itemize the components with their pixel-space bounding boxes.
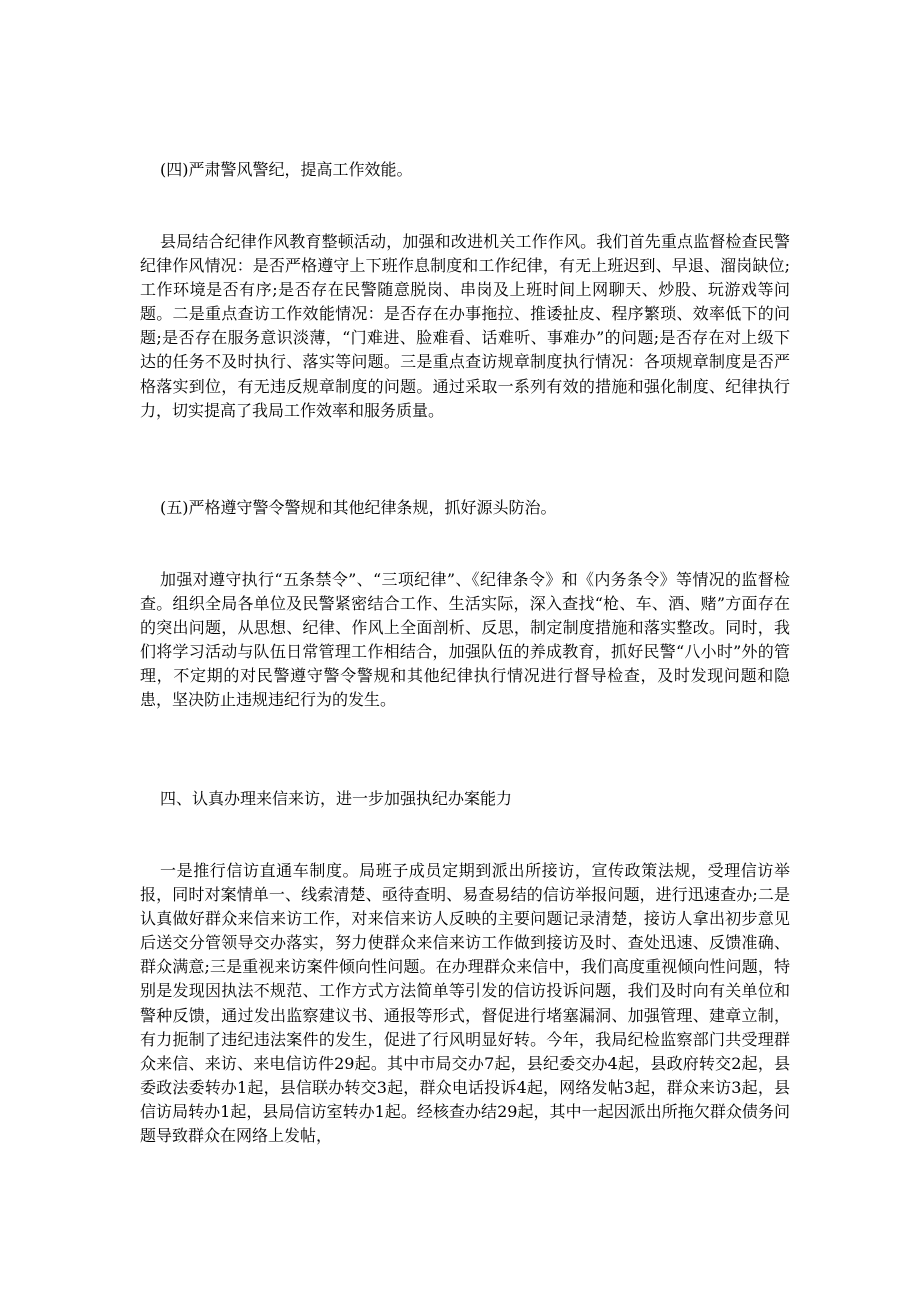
body-paragraph: 一是推行信访直通车制度。局班子成员定期到派出所接访，宣传政策法规，受理信访举报，同时对案情单一、线索清楚、亟待查明、易查易结的信访举报问题，进行迅速查办;二是认真做好群众来信来访工作，对来信来访人反映的主要问题记录清楚，接访人拿出初步意见后送交分管领导交办落实，努力使群众来信来访工作做到接访及时、查处迅速、反馈准确、群众满意;三是重视来访案件倾向性问题。在办理群众来信中，我们高度重视倾向性问题，特别是发现因执法不规范、工作方式方法简单等引发的信访投诉问题，我们及时向有关单位和警种反馈，通过发出监察建议书、通报等形式，督促进行堵塞漏洞、加强管理、建章立制，有力扼制了违纪违法案件的发生，促进了行风明显好转。今年，我局纪检监察部门共受理群众来信、来访、来电信访件29起。其中市局交办7起，县纪委交办4起，县政府转交2起，县委政法委转办1起，县信联办转交3起，群众电话投诉4起，网络发帖3起，群众来访3起，县信访局转办1起，县局信访室转办1起。经核查办结29起，其中一起因派出所拖欠群众债务问题导致群众在网络上发帖， [140,861,790,1146]
body-paragraph: 加强对遵守执行“五条禁令”、“三项纪律”、《纪律条令》和《内务条令》等情况的监督检查。组织全局各单位及民警紧密结合工作、生活实际，深入查找“枪、车、酒、赌”方面存在的突出问题，从思想、纪律、作风上全面剖析、反思，制定制度措施和落实整改。同时，我们将学习活动与队伍日常管理工作相结合，加强队伍的养成教育，抓好民警“八小时”外的管理，不定期的对民警遵守警令警规和其他纪律执行情况进行督导检查，及时发现问题和隐患，坚决防止违规违纪行为的发生。 [140,570,790,710]
section-heading-4-sub: (四)严肃警风警纪，提高工作效能。 [160,160,413,179]
body-paragraph: 县局结合纪律作风教育整顿活动，加强和改进机关工作作风。我们首先重点监督检查民警纪律作风情况：是否严格遵守上下班作息制度和工作纪律，有无上班迟到、早退、溜岗缺位;工作环境是否有序;是否存在民警随意脱岗、串岗及上班时间上网聊天、炒股、玩游戏等问题。二是重点查访工作效能情况：是否存在办事拖拉、推诿扯皮、程序繁琐、效率低下的问题;是否存在服务意识淡薄，“门难进、脸难看、话难听、事难办”的问题;是否存在对上级下达的任务不及时执行、落实等问题。三是重点查访规章制度执行情况：各项规章制度是否严格落实到位，有无违反规章制度的问题。通过采取一系列有效的措施和强化制度、纪律执行力，切实提高了我局工作效率和服务质量。 [140,232,790,420]
section-heading-four: 四、认真办理来信来访，进一步加强执纪办案能力 [160,789,513,808]
section-heading-5-sub: (五)严格遵守警令警规和其他纪律条规，抓好源头防治。 [160,498,557,517]
